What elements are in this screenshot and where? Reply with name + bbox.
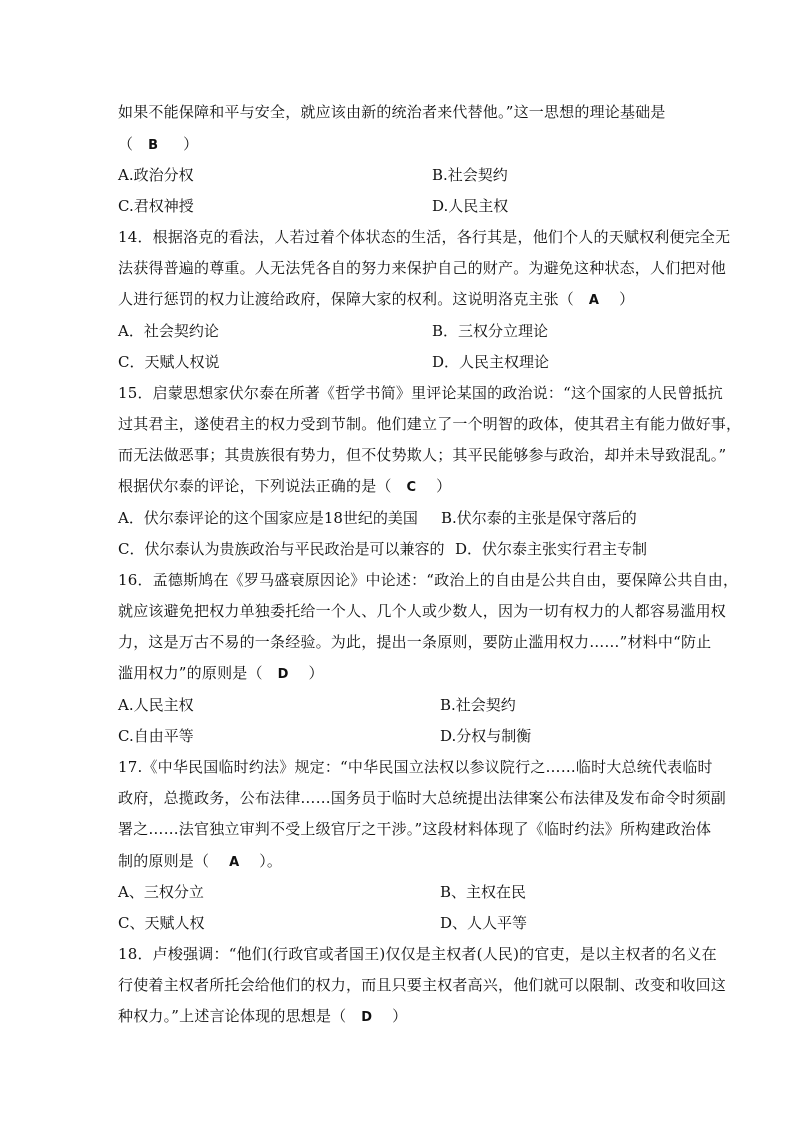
q14-option-a: A．社会契约论 [118, 322, 219, 340]
q16-stem-line: 力，这是万古不易的一条经验。为此，提出一条原则，要防止滥用权力……”材料中“防止 [118, 633, 712, 651]
q17-option-c: C、天赋人权 [118, 914, 205, 932]
q16-stem-line: 16．孟德斯鸠在《罗马盛衰原因论》中论述：“政治上的自由是公共自由，要保障公共自由， [118, 571, 739, 589]
q13-option-c: C.君权神授 [118, 197, 194, 215]
q13-stem-line: 如果不能保障和平与安全，就应该由新的统治者来代替他。”这一思想的理论基础是 [118, 103, 666, 121]
q15-answer: C [406, 480, 417, 495]
q14-stem-line: 人进行惩罚的权力让渡给政府，保障大家的权利。这说明洛克主张（ A ） [118, 290, 635, 308]
q13-option-b: B.社会契约 [432, 166, 508, 184]
q14-answer: A [588, 293, 600, 308]
q16-stem-line: 滥用权力”的原则是（ D ） [118, 664, 324, 682]
q15-option-c: C．伏尔泰认为贵族政治与平民政治是可以兼容的 [118, 540, 445, 558]
q15-option-b: B.伏尔泰的主张是保守落后的 [441, 509, 637, 527]
q17-stem-line: 署之……法官独立审判不受上级官厅之干涉。”这段材料体现了《临时约法》所构建政治体 [118, 820, 712, 838]
q13-option-d: D.人民主权 [432, 197, 509, 215]
q13-answer: B [148, 138, 159, 153]
q17-option-b: B、主权在民 [440, 883, 527, 901]
q18-stem-line: 种权力。”上述言论体现的思想是（ D ） [118, 1007, 408, 1025]
q14-option-b: B．三权分立理论 [432, 322, 549, 340]
q13-option-a: A.政治分权 [118, 166, 194, 184]
q15-stem-line: 根据伏尔泰的评论，下列说法正确的是（ C ） [118, 477, 452, 495]
q16-option-a: A.人民主权 [118, 696, 194, 714]
q16-answer: D [277, 667, 289, 682]
q17-stem-line: 政府，总揽政务，公布法律……国务员于临时大总统提出法律案公布法律及发布命令时须副 [118, 789, 727, 807]
q15-option-d: D．伏尔泰主张实行君主专制 [455, 540, 648, 558]
q16-option-b: B.社会契约 [440, 696, 516, 714]
q16-stem-line: 就应该避免把权力单独委托给一个人、几个人或少数人，因为一切有权力的人都容易滥用权 [118, 602, 727, 620]
q17-answer: A [229, 855, 240, 870]
q13-answer-line: （ B ） [118, 135, 199, 153]
q14-stem-line: 法获得普遍的尊重。人无法凭各自的努力来保护自己的财产。为避免这种状态，人们把对他 [118, 259, 727, 277]
q16-option-d: D.分权与制衡 [440, 727, 532, 745]
q18-answer: D [361, 1010, 373, 1025]
q14-option-c: C．天赋人权说 [118, 353, 220, 371]
q15-option-a: A．伏尔泰评论的这个国家应是18世纪的美国 [118, 509, 418, 527]
q15-stem-line: 15．启蒙思想家伏尔泰在所著《哲学书简》里评论某国的政治说：“这个国家的人民曾抵抗 [118, 384, 723, 402]
q18-stem-line: 行使着主权者所托会给他们的权力，而且只要主权者高兴，他们就可以限制、改变和收回这 [118, 976, 727, 994]
q18-stem-line: 18．卢梭强调：“他们(行政官或者国王)仅仅是主权者(人民)的官吏，是以主权者的名义在 [118, 945, 717, 963]
q17-option-a: A、三权分立 [118, 883, 204, 901]
q14-stem-line: 14．根据洛克的看法，人若过着个体状态的生活，各行其是，他们个人的天赋权利便完全无 [118, 228, 731, 246]
q17-stem-line: 17.《中华民国临时约法》规定：“中华民国立法权以参议院行之……临时大总统代表临时 [118, 758, 713, 776]
q15-stem-line: 而无法做恶事；其贵族很有势力，但不仗势欺人；其平民能够参与政治，却并未导致混乱。” [118, 446, 727, 464]
q17-stem-line: 制的原则是（ A ）。 [118, 852, 283, 870]
q15-stem-line: 过其君主，遂使君主的权力受到节制。他们建立了一个明智的政体，使其君主有能力做好事， [118, 415, 742, 433]
q17-option-d: D、人人平等 [440, 914, 528, 932]
q14-option-d: D．人民主权理论 [432, 353, 550, 371]
q16-option-c: C.自由平等 [118, 727, 194, 745]
